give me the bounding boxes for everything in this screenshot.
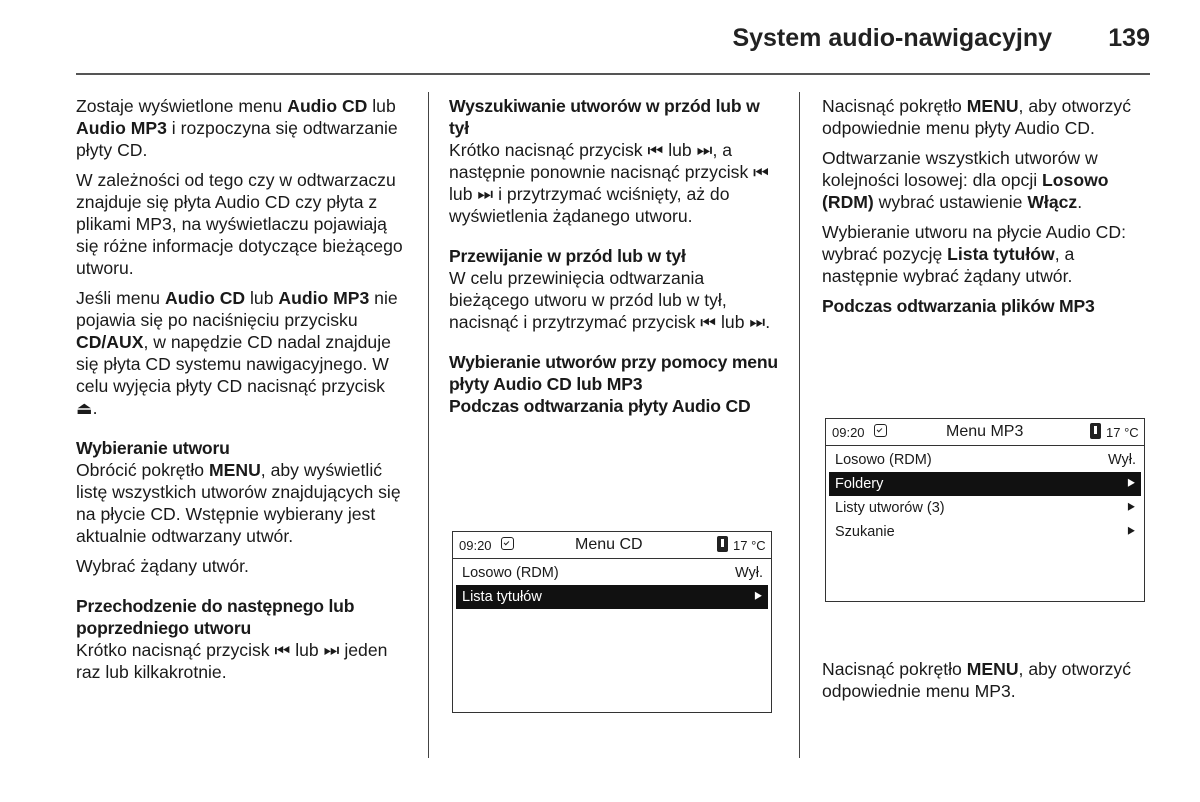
chevron-right-icon: ⯈ [1125,476,1136,491]
paragraph: W zależności od tego czy w odtwarzaczu znajduje się płyta Audio CD czy płyta z plikami MP3, na wyświetlaczu pojawiają się różne informacje dotyczące bieżącego utworu. [76,170,403,278]
column-3 [822,95,1152,317]
menu-row-label: Losowo (RDM) [462,565,559,581]
previous-track-icon: ⏮ [274,640,291,660]
section-title: System audio-nawigacyjny [732,24,1052,52]
previous-track-icon: ⏮ [700,312,717,332]
menu-row-label: Losowo (RDM) [835,452,932,468]
paragraph: Nacisnąć pokrętło MENU, aby otworzyć odpowiednie menu płyty Audio CD. [822,96,1131,138]
menu-row-search[interactable] [829,520,1141,544]
previous-track-icon: ⏮ [753,162,769,182]
menu-row-label: Lista tytułów [462,589,542,605]
menu-row-track-list[interactable] [456,585,768,609]
section-heading: Przechodzenie do następnego lub poprzedniego utworu [76,596,355,638]
column-3-footer [822,658,1152,710]
paragraph: Jeśli menu Audio CD lub Audio MP3 nie pojawia się po naciśnięciu przycisku CD/AUX, w napędzie CD nadal znajduje się płyta CD systemu nawigacyjnego. W celu wyjęcia płyty CD nacisnąć przycisk ⏏. [76,288,398,418]
screen-topbar [826,419,1144,446]
chevron-right-icon: ⯈ [752,589,763,604]
paragraph: Wybrać żądany utwór. [76,556,249,576]
menu-row-folders[interactable] [829,472,1141,496]
column-2 [449,95,784,417]
temperature: 17 °C [733,538,766,553]
menu-title: Menu CD [575,536,643,553]
page-number: 139 [1108,24,1150,52]
menu-row-label: Foldery [835,476,884,492]
menu-row-label: Szukanie [835,524,895,540]
screen-topbar [453,532,771,559]
menu-title: Menu MP3 [946,423,1024,440]
chevron-right-icon: ⯈ [1125,500,1136,515]
menu-row-playlists[interactable] [829,496,1141,520]
paragraph: Wybieranie utworu na płycie Audio CD: wybrać pozycję Lista tytułów, a następnie wybrać żądany utwór. [822,222,1126,286]
section-heading: Przewijanie w przód lub w tył [449,246,686,266]
section-heading: Wyszukiwanie utworów w przód lub w tył [449,96,760,138]
section-heading: Wybieranie utworów przy pomocy menu płyty Audio CD lub MP3 [449,352,778,394]
temperature: 17 °C [1106,425,1139,440]
clock-icon [501,537,514,550]
paragraph: Nacisnąć pokrętło MENU, aby otworzyć odpowiednie menu MP3. [822,659,1131,701]
column-divider [428,92,429,758]
column-1 [76,95,411,691]
menu-row-random[interactable] [456,561,768,585]
eject-icon: ⏏ [76,398,93,418]
previous-track-icon: ⏮ [647,140,664,160]
thermometer-icon [717,536,728,552]
next-track-icon: ⏭ [477,184,494,204]
section-heading: Podczas odtwarzania płyty Audio CD [449,396,751,416]
section-heading: Podczas odtwarzania plików MP3 [822,296,1095,316]
next-track-icon: ⏭ [749,312,766,332]
paragraph: Obrócić pokrętło MENU, aby wyświetlić listę wszystkich utworów znajdujących się na płycie CD. Wstępnie wybierany jest aktualnie odtwarzany utwór. [76,460,401,546]
paragraph: Krótko nacisnąć przycisk ⏮ lub ⏭ jeden raz lub kilkakrotnie. [76,640,388,682]
menu-row-value: Wył. [734,565,763,581]
menu-row-random[interactable] [829,448,1141,472]
display-screen-mp3 [825,418,1145,602]
header-rule [76,73,1150,75]
paragraph: Krótko nacisnąć przycisk ⏮ lub ⏭, a następnie ponownie nacisnąć przycisk ⏮ lub ⏭ i przytrzymać wciśnięty, aż do wyświetlenia żądanego utworu. [449,140,769,226]
next-track-icon: ⏭ [323,640,340,660]
display-screen-cd [452,531,772,713]
paragraph: Odtwarzanie wszystkich utworów w kolejności losowej: dla opcji Losowo (RDM) wybrać ustawienie Włącz. [822,148,1109,212]
menu-row-value: Wył. [1107,452,1136,468]
paragraph: W celu przewinięcia odtwarzania bieżącego utworu w przód lub w tył, nacisnąć i przytrzymać przycisk ⏮ lub ⏭. [449,268,771,332]
paragraph: Zostaje wyświetlone menu Audio CD lub Audio MP3 i rozpoczyna się odtwarzanie płyty CD. [76,96,398,160]
next-track-icon: ⏭ [696,140,713,160]
column-divider [799,92,800,758]
section-heading: Wybieranie utworu [76,438,230,458]
thermometer-icon [1090,423,1101,439]
clock-time: 09:20 [832,425,865,440]
clock-icon [874,424,887,437]
clock-time: 09:20 [459,538,492,553]
chevron-right-icon: ⯈ [1125,524,1136,539]
menu-row-label: Listy utworów (3) [835,500,945,516]
